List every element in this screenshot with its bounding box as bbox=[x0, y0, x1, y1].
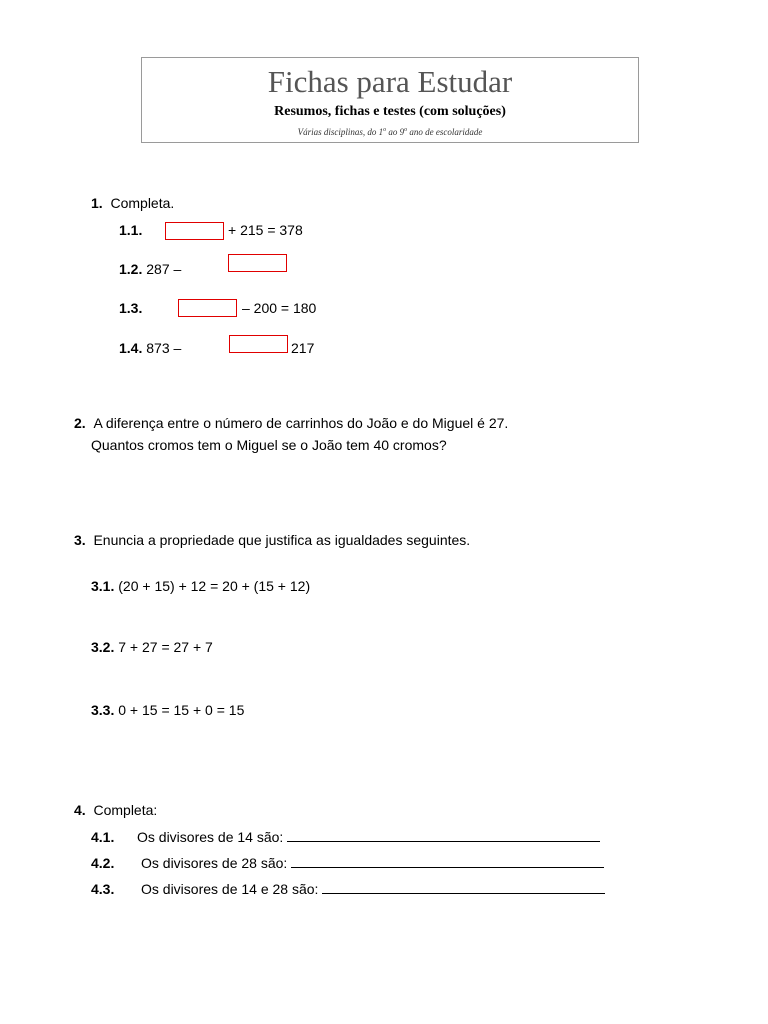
item-3-2 bbox=[91, 638, 213, 656]
question-number: 1. bbox=[91, 195, 103, 211]
item-3-1 bbox=[91, 577, 310, 595]
question-3 bbox=[74, 531, 470, 549]
item-number: 4.3. bbox=[91, 881, 115, 897]
answer-line-4-3[interactable] bbox=[322, 880, 605, 894]
item-1-4 bbox=[119, 339, 181, 357]
item-text: + 215 = 378 bbox=[228, 222, 303, 238]
item-number: 1.2. bbox=[119, 261, 143, 277]
question-text: Enuncia a propriedade que justifica as igualdades seguintes. bbox=[93, 532, 471, 548]
item-text: – 200 = 180 bbox=[242, 300, 317, 316]
item-text: 217 bbox=[291, 340, 315, 356]
item-text: 873 – bbox=[146, 340, 182, 356]
question-1 bbox=[91, 194, 174, 212]
answer-box-1-3[interactable] bbox=[178, 299, 237, 317]
question-4 bbox=[74, 801, 157, 819]
answer-box-1-2[interactable] bbox=[228, 254, 287, 272]
question-number: 2. bbox=[74, 415, 86, 431]
item-3-3 bbox=[91, 701, 244, 719]
question-number: 4. bbox=[74, 802, 86, 818]
question-text: A diferença entre o número de carrinhos do João e do Miguel é 27. bbox=[93, 415, 509, 431]
header-note: Várias disciplinas, do 1$^o$ ao 9$^o$ ano de escolaridade bbox=[297, 127, 483, 137]
item-number: 1.4. bbox=[119, 340, 143, 356]
item-text: 0 + 15 = 15 + 0 = 15 bbox=[118, 702, 245, 718]
answer-line-4-2[interactable] bbox=[291, 854, 604, 868]
answer-box-1-1[interactable] bbox=[165, 222, 224, 240]
answer-box-1-4[interactable] bbox=[229, 335, 288, 353]
item-text: (20 + 15) + 12 = 20 + (15 + 12) bbox=[118, 578, 311, 594]
item-number: 4.1. bbox=[91, 829, 115, 845]
item-4-1 bbox=[137, 828, 600, 846]
site-header bbox=[141, 57, 639, 143]
header-subtitle: Resumos, fichas e testes (com soluções) bbox=[274, 104, 506, 119]
item-4-2 bbox=[141, 854, 604, 872]
item-text: 287 – bbox=[146, 261, 182, 277]
question-text: Quantos cromos tem o Miguel se o João tem 40 cromos? bbox=[91, 437, 447, 453]
item-number: 1.1. bbox=[119, 222, 143, 238]
item-number: 3.1. bbox=[91, 578, 115, 594]
item-number: 3.3. bbox=[91, 702, 115, 718]
header-title: Fichas para Estudar bbox=[267, 64, 513, 99]
item-number: 3.2. bbox=[91, 639, 115, 655]
item-1-2 bbox=[119, 260, 181, 278]
item-number: 1.3. bbox=[119, 300, 143, 316]
item-text: Os divisores de 28 são: bbox=[141, 855, 288, 871]
question-text: Completa. bbox=[110, 195, 175, 211]
item-number: 4.2. bbox=[91, 855, 115, 871]
question-number: 3. bbox=[74, 532, 86, 548]
item-text: Os divisores de 14 são: bbox=[137, 829, 284, 845]
item-4-3 bbox=[141, 880, 605, 898]
question-text: Completa: bbox=[93, 802, 158, 818]
question-2 bbox=[74, 414, 508, 432]
item-text: 7 + 27 = 27 + 7 bbox=[118, 639, 213, 655]
item-text: Os divisores de 14 e 28 são: bbox=[141, 881, 319, 897]
answer-line-4-1[interactable] bbox=[287, 828, 600, 842]
